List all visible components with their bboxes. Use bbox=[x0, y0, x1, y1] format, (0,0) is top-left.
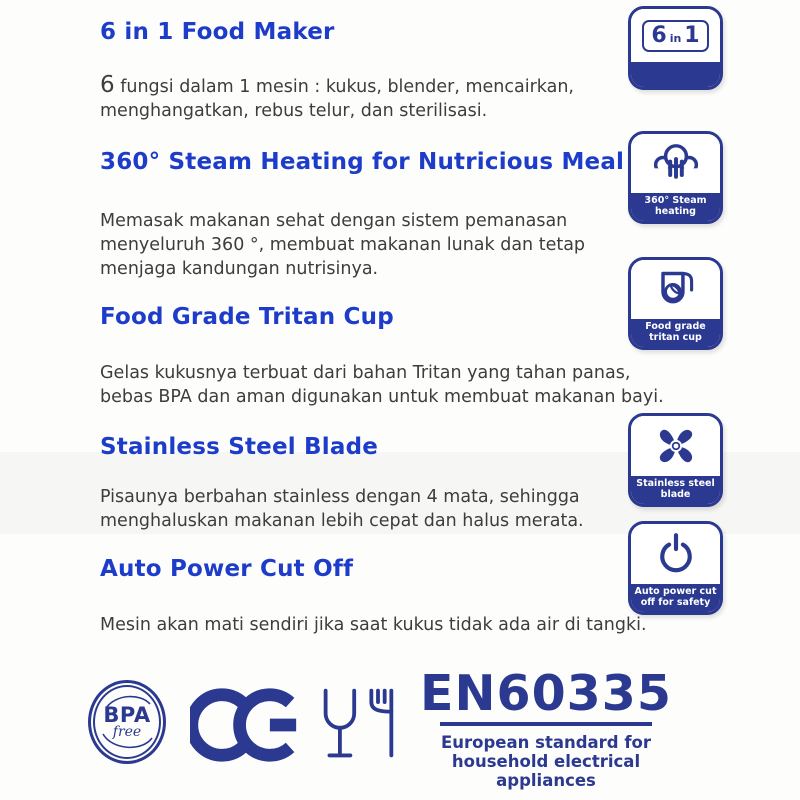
para-line: menyeluruh 360 °, membuat makanan lunak dan tetap bbox=[100, 235, 586, 255]
bpa-label: BPA bbox=[103, 703, 151, 727]
glass-fork-glyphs bbox=[318, 684, 398, 764]
bpa-free-logo bbox=[88, 680, 166, 764]
badge-steam bbox=[628, 131, 723, 224]
badge-power bbox=[628, 521, 723, 615]
feature-heading-6in1: 6 in 1 Food Maker bbox=[100, 19, 335, 45]
badge-band-tritan bbox=[631, 319, 720, 347]
power-icon-area bbox=[631, 524, 720, 584]
para-line: Pisaunya berbahan stainless dengan 4 mata, sehingga bbox=[100, 487, 580, 507]
tritan-cup-icon bbox=[650, 265, 702, 315]
feature-heading-tritan: Food Grade Tritan Cup bbox=[100, 304, 394, 330]
badge-label-line: blade bbox=[660, 488, 691, 500]
feature-para-autocut bbox=[100, 613, 647, 637]
badge-label-line: Food grade bbox=[645, 321, 706, 332]
feature-heading-blade: Stainless Steel Blade bbox=[100, 434, 379, 460]
ce-mark-glyphs bbox=[190, 686, 302, 764]
feature-para-blade bbox=[100, 485, 584, 533]
para-line: menghangatkan, rebus telur, dan sterilisasi. bbox=[100, 101, 488, 121]
badge-label-line: off for safety bbox=[640, 596, 711, 608]
en-desc-line: European standard for bbox=[441, 733, 651, 752]
steam-icon bbox=[650, 141, 702, 187]
feature-heading-autocut: Auto Power Cut Off bbox=[100, 556, 354, 582]
en-standard-code: EN60335 bbox=[420, 665, 672, 722]
en-underline bbox=[440, 722, 652, 726]
feature-para-tritan bbox=[100, 361, 664, 409]
en-desc-line: household electrical appliances bbox=[451, 752, 641, 790]
badge-tritan bbox=[628, 257, 723, 350]
6in1-box bbox=[642, 20, 708, 52]
feature-para-6in1 bbox=[100, 73, 574, 123]
blade-icon-area bbox=[631, 416, 720, 476]
feature-heading-steam: 360° Steam Heating for Nutricious Meal bbox=[100, 149, 625, 175]
en-standard-block bbox=[400, 665, 692, 790]
badge-label-line: heating bbox=[655, 205, 696, 217]
para-line: Memasak makanan sehat dengan sistem pemanasan bbox=[100, 211, 568, 231]
badge-band-power bbox=[631, 584, 720, 612]
para-line: 6 fungsi dalam 1 mesin : kukus, blender, mencairkan, bbox=[100, 72, 574, 98]
para-line: Mesin akan mati sendiri jika saat kukus tidak ada air di tangki. bbox=[100, 615, 647, 635]
stainless-blade-icon bbox=[649, 420, 703, 472]
para-line: bebas BPA dan aman digunakan untuk membuat makanan bayi. bbox=[100, 387, 664, 407]
steam-icon-area bbox=[631, 134, 720, 193]
glass-fork-food-safe-icon bbox=[318, 684, 398, 768]
badge-label-line: tritan cup bbox=[649, 331, 702, 343]
badge-blade bbox=[628, 413, 723, 507]
para-line: menghaluskan makanan lebih cepat dan halus merata. bbox=[100, 511, 584, 531]
badge-band-blank bbox=[631, 62, 720, 87]
badge-6in1 bbox=[628, 6, 723, 90]
badge-band-blade bbox=[631, 476, 720, 504]
badge-band-steam bbox=[631, 193, 720, 221]
ce-mark-icon bbox=[190, 686, 302, 768]
tritan-icon-area bbox=[631, 260, 720, 319]
6in1-word-in: in bbox=[669, 31, 682, 45]
6in1-badge-icon bbox=[631, 9, 720, 62]
6in1-number-right: 1 bbox=[684, 22, 700, 48]
6in1-number-left: 6 bbox=[651, 22, 667, 48]
bpa-free-label: free bbox=[112, 724, 142, 740]
badge-label-line: 360° Steam bbox=[644, 195, 707, 206]
para-line: Gelas kukusnya terbuat dari bahan Tritan yang tahan panas, bbox=[100, 363, 631, 383]
badge-label-line: Auto power cut bbox=[634, 586, 717, 597]
para-line: menjaga kandungan nutrisinya. bbox=[100, 259, 379, 279]
power-icon bbox=[651, 529, 701, 579]
badge-label-line: Stainless steel bbox=[636, 478, 715, 489]
feature-para-steam bbox=[100, 209, 585, 281]
